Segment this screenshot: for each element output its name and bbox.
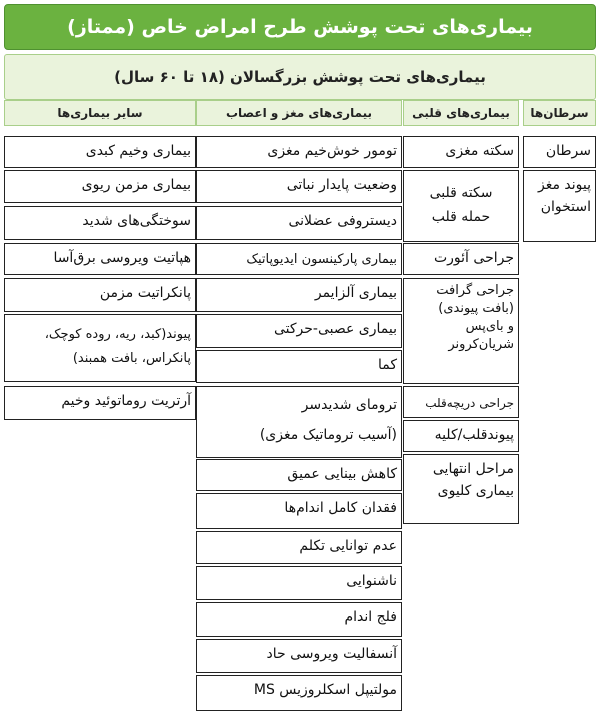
table-cell: سکته قلبی حمله قلب [403, 170, 519, 242]
table-cell: پیوند مغز استخوان [523, 170, 596, 242]
table-cell: بیماری عصبی-حرکتی [196, 314, 402, 348]
table-cell: جراحی آئورت [403, 243, 519, 275]
page-subtitle: بیماری‌های تحت پوشش بزرگسالان (۱۸ تا ۶۰ سال) [4, 54, 596, 100]
column-header: بیماری‌های مغز و اعصاب [196, 100, 402, 126]
table-cell: بیماری پارکینسون ایدیوپاتیک [196, 243, 402, 275]
table-cell: عدم توانایی تکلم [196, 531, 402, 564]
table-cell: کاهش بینایی عمیق [196, 459, 402, 491]
table-cell: آنسفالیت ویروسی حاد [196, 639, 402, 673]
table-cell: مراحل انتهایی بیماری کلیوی [403, 454, 519, 524]
table-cell: سرطان [523, 136, 596, 168]
table-cell: وضعیت پایدار نباتی [196, 170, 402, 203]
table-cell: مولتیپل اسکلروزیس MS [196, 675, 402, 711]
table-cell: پیوندقلب/کلیه [403, 420, 519, 452]
table-cell: سوختگی‌های شدید [4, 206, 196, 240]
page-title: بیماری‌های تحت پوشش طرح امراض خاص (ممتاز) [4, 4, 596, 50]
table-cell: پانکراتیت مزمن [4, 278, 196, 312]
column-header: بیماری‌های قلبی [403, 100, 519, 126]
table-cell: تومور خوش‌خیم مغزی [196, 136, 402, 168]
table-cell: کما [196, 350, 402, 383]
table-cell: جراحی گرافت (بافت پیوندی) و بای‌پس شریان‌کرونر [403, 278, 519, 384]
table-cell: بیماری وخیم کبدی [4, 136, 196, 168]
column-header: سایر بیماری‌ها [4, 100, 196, 126]
table-cell: بیماری آلزایمر [196, 278, 402, 312]
table-cell: سکته مغزی [403, 136, 519, 168]
table-cell: جراحی دریچه‌قلب [403, 386, 519, 418]
table-cell: دیستروفی عضلانی [196, 206, 402, 240]
table-cell: ناشنوایی [196, 566, 402, 600]
table-cell: پیوند(کبد، ریه، روده کوچک، پانکراس، بافت همبند) [4, 314, 196, 382]
table-cell: فلج اندام [196, 602, 402, 637]
table-cell: هپاتیت ویروسی برق‌آسا [4, 243, 196, 275]
table-cell: ترومای شدیدسر (آسیب تروماتیک مغزی) [196, 386, 402, 458]
table-cell: آرتریت روماتوئید وخیم [4, 386, 196, 420]
column-header: سرطان‌ها [523, 100, 596, 126]
table-cell: بیماری مزمن ریوی [4, 170, 196, 203]
table-cell: فقدان کامل اندام‌ها [196, 493, 402, 529]
